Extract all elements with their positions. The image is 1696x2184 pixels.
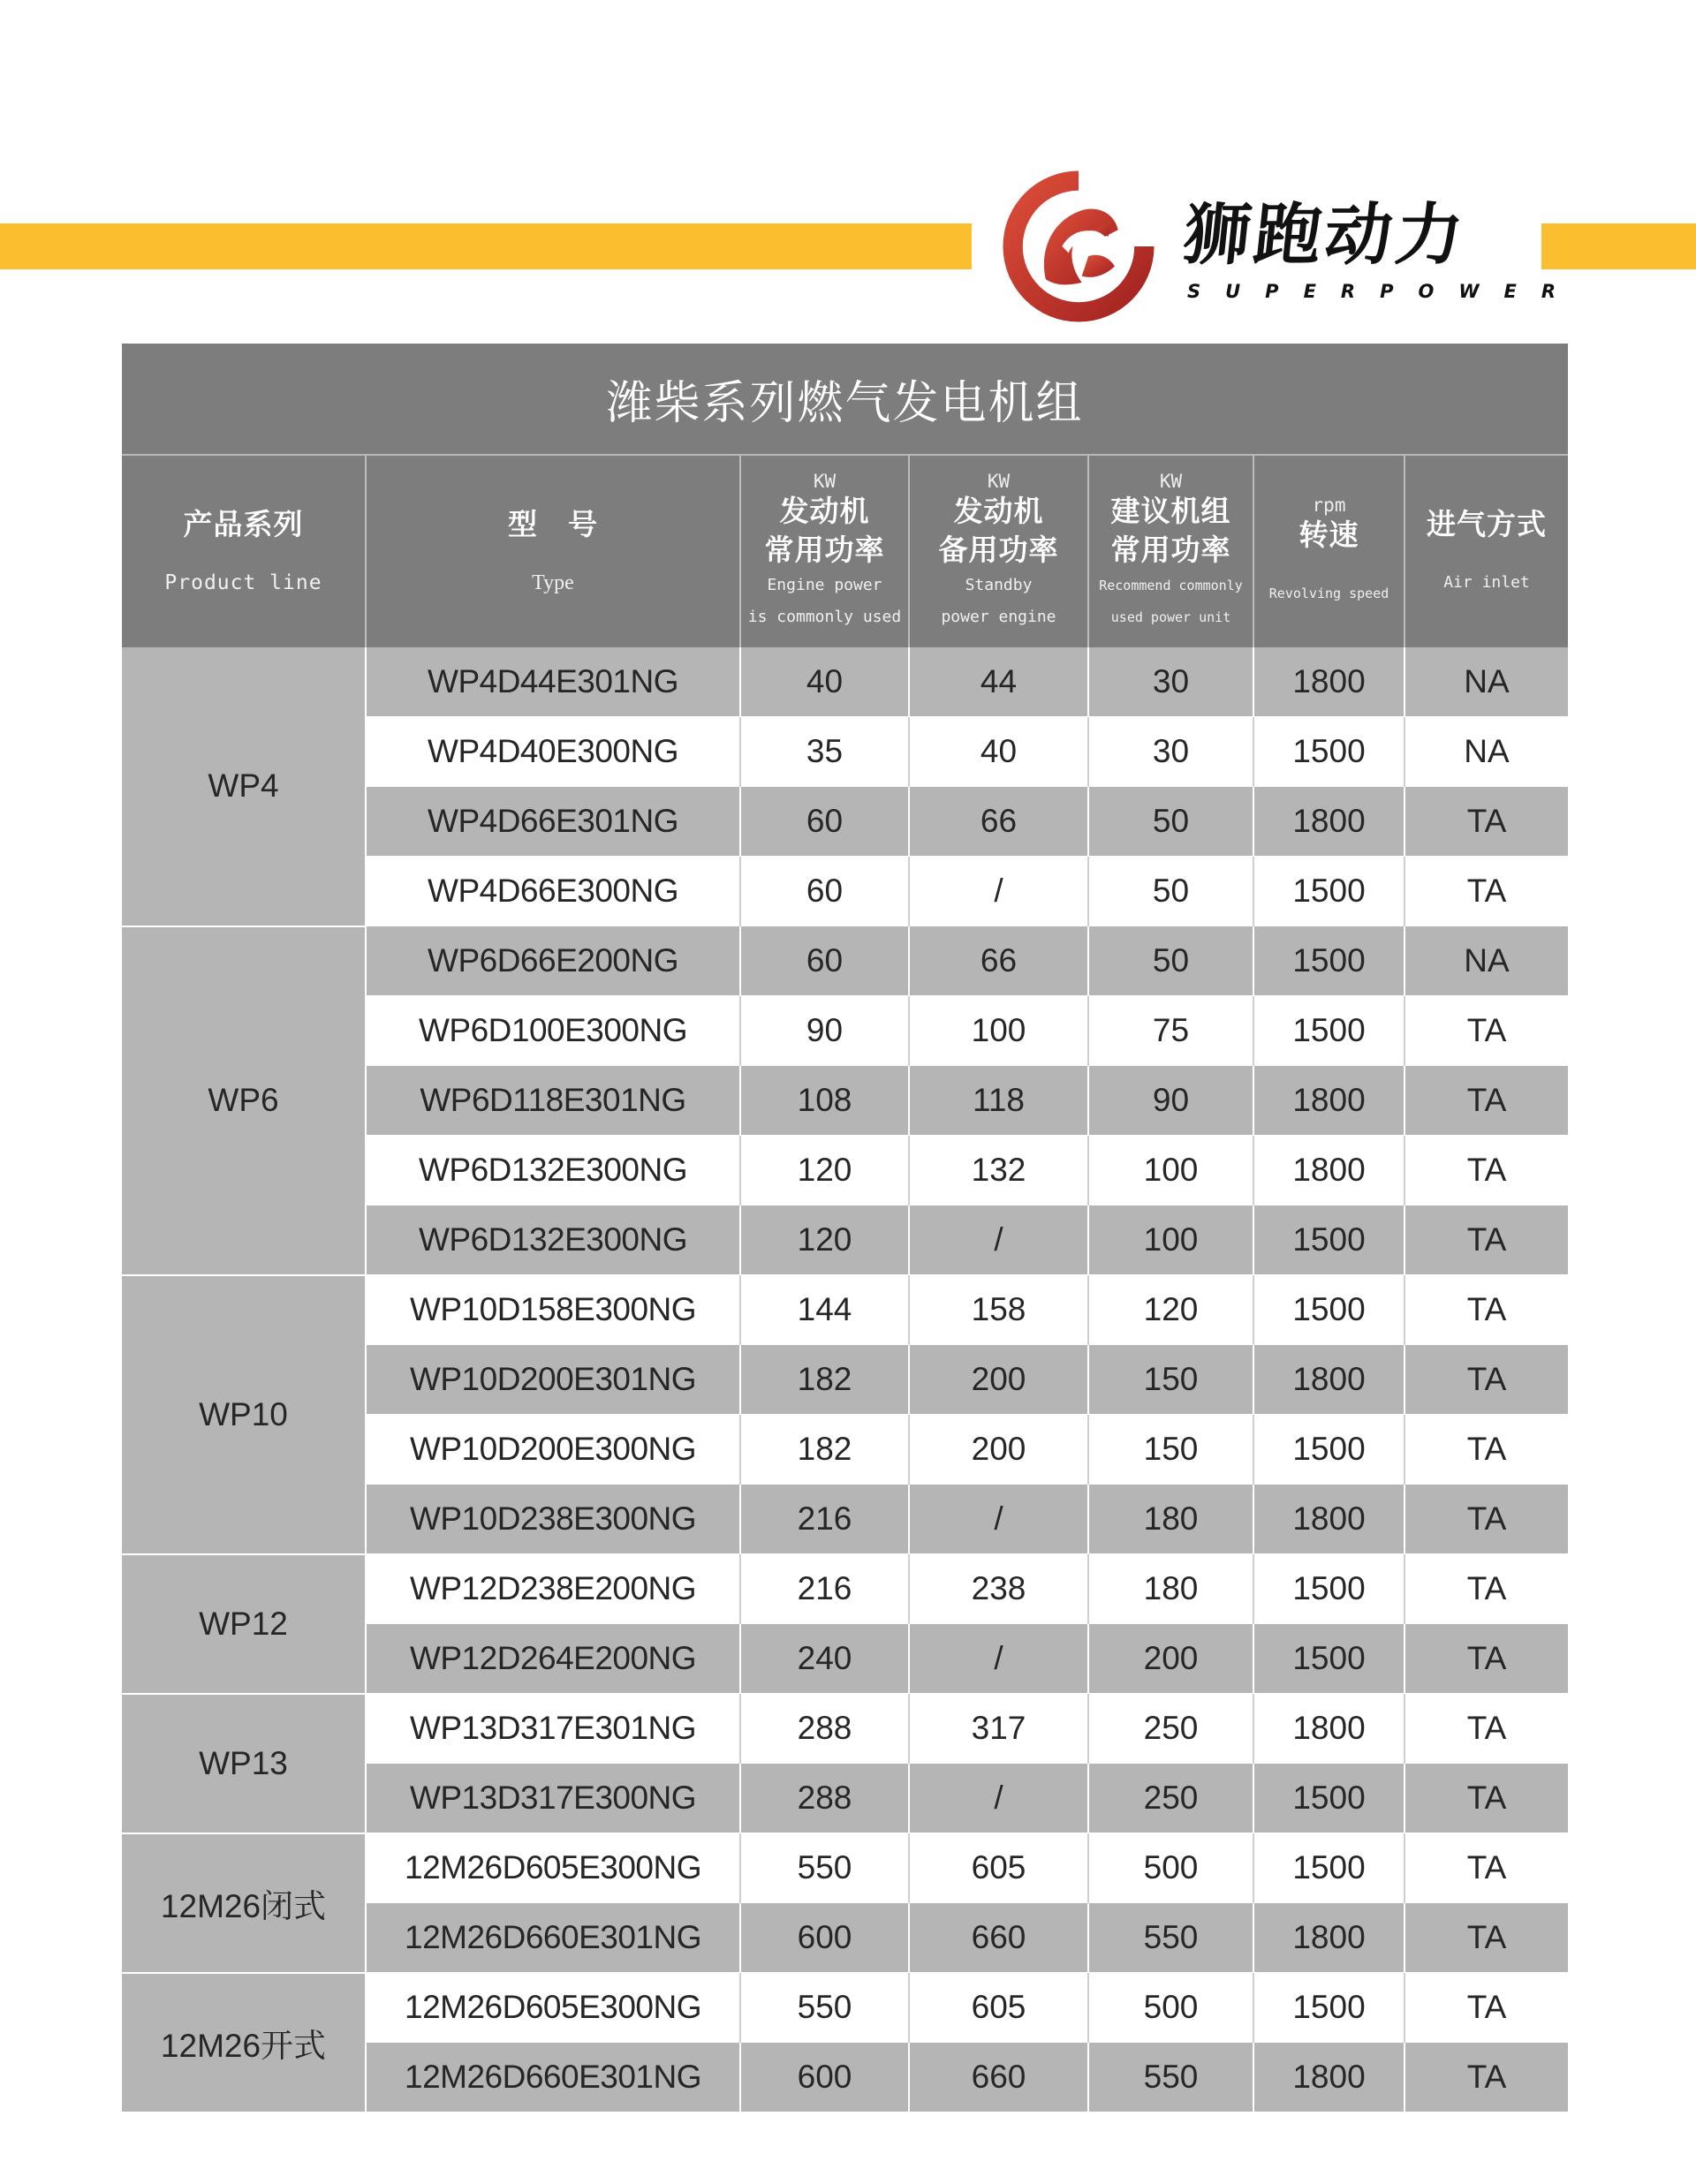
header-product-line: 产品系列 Product line (122, 456, 366, 647)
speed-cell: 1800 (1253, 1066, 1404, 1136)
speed-cell: 1500 (1253, 1624, 1404, 1694)
accent-bar-right (1541, 223, 1696, 269)
engine-power-cell: 550 (740, 1833, 909, 1903)
model-cell: WP13D317E301NG (366, 1694, 740, 1764)
air-inlet-cell: TA (1404, 1764, 1568, 1833)
air-inlet-cell: TA (1404, 1554, 1568, 1624)
spec-table (122, 344, 1568, 2113)
model-cell: WP6D100E300NG (366, 996, 740, 1066)
series-cell: 12M26开式 (122, 1973, 366, 2112)
engine-power-cell: 600 (740, 2043, 909, 2112)
lion-head-icon (996, 164, 1161, 329)
model-cell: 12M26D605E300NG (366, 1973, 740, 2043)
standby-power-cell: 238 (909, 1554, 1088, 1624)
standby-power-cell: 200 (909, 1415, 1088, 1485)
accent-bar-left (0, 223, 972, 269)
brand-name-cn: 狮跑动力 (1179, 195, 1471, 274)
model-cell: WP6D118E301NG (366, 1066, 740, 1136)
standby-power-cell: 660 (909, 2043, 1088, 2112)
model-cell: WP10D158E300NG (366, 1275, 740, 1345)
air-inlet-cell: TA (1404, 1415, 1568, 1485)
series-cell: 12M26闭式 (122, 1833, 366, 1973)
standby-power-cell: 132 (909, 1136, 1088, 1205)
standby-power-cell: 100 (909, 996, 1088, 1066)
header-air-inlet: 进气方式 Air inlet (1404, 456, 1568, 647)
header-type: 型 号 Type (366, 456, 740, 647)
air-inlet-cell: TA (1404, 1973, 1568, 2043)
speed-cell: 1800 (1253, 1903, 1404, 1973)
standby-power-cell: 660 (909, 1903, 1088, 1973)
header-unit-power: KW 建议机组 常用功率 Recommend commonly used power unit (1088, 456, 1253, 647)
air-inlet-cell: TA (1404, 1205, 1568, 1275)
speed-cell: 1500 (1253, 1764, 1404, 1833)
series-cell: WP4 (122, 647, 366, 926)
engine-power-cell: 144 (740, 1275, 909, 1345)
engine-power-cell: 288 (740, 1694, 909, 1764)
engine-power-cell: 35 (740, 717, 909, 787)
engine-power-cell: 550 (740, 1973, 909, 2043)
speed-cell: 1500 (1253, 1415, 1404, 1485)
standby-power-cell: / (909, 1205, 1088, 1275)
speed-cell: 1800 (1253, 2043, 1404, 2112)
series-cell: WP13 (122, 1694, 366, 1833)
table-row (122, 1554, 1568, 1624)
speed-cell: 1500 (1253, 1205, 1404, 1275)
table-row (122, 647, 1568, 717)
engine-power-cell: 182 (740, 1415, 909, 1485)
standby-power-cell: 605 (909, 1833, 1088, 1903)
unit-power-cell: 100 (1088, 1205, 1253, 1275)
speed-cell: 1500 (1253, 996, 1404, 1066)
engine-power-cell: 600 (740, 1903, 909, 1973)
table-title: 潍柴系列燃气发电机组 (122, 344, 1568, 456)
unit-power-cell: 50 (1088, 857, 1253, 926)
table-row (122, 1973, 1568, 2043)
speed-cell: 1500 (1253, 1554, 1404, 1624)
model-cell: WP10D200E301NG (366, 1345, 740, 1415)
unit-power-cell: 550 (1088, 2043, 1253, 2112)
table-row (122, 926, 1568, 996)
model-cell: WP4D44E301NG (366, 647, 740, 717)
standby-power-cell: 605 (909, 1973, 1088, 2043)
model-cell: WP4D66E300NG (366, 857, 740, 926)
speed-cell: 1800 (1253, 1136, 1404, 1205)
series-cell: WP12 (122, 1554, 366, 1694)
speed-cell: 1800 (1253, 1345, 1404, 1415)
air-inlet-cell: TA (1404, 1903, 1568, 1973)
engine-power-cell: 60 (740, 857, 909, 926)
model-cell: 12M26D660E301NG (366, 2043, 740, 2112)
unit-power-cell: 90 (1088, 1066, 1253, 1136)
unit-power-cell: 30 (1088, 717, 1253, 787)
model-cell: WP12D264E200NG (366, 1624, 740, 1694)
standby-power-cell: / (909, 1624, 1088, 1694)
engine-power-cell: 108 (740, 1066, 909, 1136)
brand-logo (1179, 195, 1581, 302)
model-cell: WP6D132E300NG (366, 1205, 740, 1275)
model-cell: 12M26D605E300NG (366, 1833, 740, 1903)
standby-power-cell: 118 (909, 1066, 1088, 1136)
model-cell: WP10D200E300NG (366, 1415, 740, 1485)
unit-power-cell: 180 (1088, 1554, 1253, 1624)
air-inlet-cell: TA (1404, 857, 1568, 926)
speed-cell: 1500 (1253, 857, 1404, 926)
air-inlet-cell: NA (1404, 717, 1568, 787)
model-cell: WP13D317E300NG (366, 1764, 740, 1833)
air-inlet-cell: TA (1404, 1345, 1568, 1415)
engine-power-cell: 182 (740, 1345, 909, 1415)
engine-power-cell: 40 (740, 647, 909, 717)
standby-power-cell: 317 (909, 1694, 1088, 1764)
table-row (122, 1275, 1568, 1345)
air-inlet-cell: TA (1404, 1694, 1568, 1764)
air-inlet-cell: TA (1404, 1275, 1568, 1345)
standby-power-cell: 158 (909, 1275, 1088, 1345)
air-inlet-cell: TA (1404, 787, 1568, 857)
engine-power-cell: 120 (740, 1205, 909, 1275)
air-inlet-cell: NA (1404, 647, 1568, 717)
table-row (122, 1694, 1568, 1764)
air-inlet-cell: TA (1404, 2043, 1568, 2112)
air-inlet-cell: TA (1404, 996, 1568, 1066)
unit-power-cell: 150 (1088, 1415, 1253, 1485)
unit-power-cell: 500 (1088, 1833, 1253, 1903)
model-cell: WP6D132E300NG (366, 1136, 740, 1205)
unit-power-cell: 30 (1088, 647, 1253, 717)
air-inlet-cell: TA (1404, 1485, 1568, 1554)
engine-power-cell: 216 (740, 1554, 909, 1624)
unit-power-cell: 250 (1088, 1764, 1253, 1833)
model-cell: WP12D238E200NG (366, 1554, 740, 1624)
air-inlet-cell: TA (1404, 1066, 1568, 1136)
standby-power-cell: 44 (909, 647, 1088, 717)
standby-power-cell: 40 (909, 717, 1088, 787)
brand-name-en: SUPERPOWER (1187, 281, 1581, 302)
standby-power-cell: / (909, 857, 1088, 926)
standby-power-cell: 66 (909, 787, 1088, 857)
unit-power-cell: 100 (1088, 1136, 1253, 1205)
speed-cell: 1800 (1253, 1694, 1404, 1764)
air-inlet-cell: TA (1404, 1833, 1568, 1903)
unit-power-cell: 200 (1088, 1624, 1253, 1694)
model-cell: WP4D66E301NG (366, 787, 740, 857)
unit-power-cell: 550 (1088, 1903, 1253, 1973)
engine-power-cell: 90 (740, 996, 909, 1066)
header-speed: rpm 转速 Revolving speed (1253, 456, 1404, 647)
engine-power-cell: 240 (740, 1624, 909, 1694)
speed-cell: 1800 (1253, 1485, 1404, 1554)
table-row (122, 1833, 1568, 1903)
unit-power-cell: 500 (1088, 1973, 1253, 2043)
speed-cell: 1500 (1253, 717, 1404, 787)
table-header-row (122, 456, 1568, 647)
engine-power-cell: 60 (740, 926, 909, 996)
unit-power-cell: 150 (1088, 1345, 1253, 1415)
unit-power-cell: 250 (1088, 1694, 1253, 1764)
model-cell: WP6D66E200NG (366, 926, 740, 996)
speed-cell: 1800 (1253, 787, 1404, 857)
header-engine-power: KW 发动机 常用功率 Engine power is commonly used (740, 456, 909, 647)
engine-power-cell: 120 (740, 1136, 909, 1205)
unit-power-cell: 180 (1088, 1485, 1253, 1554)
model-cell: WP4D40E300NG (366, 717, 740, 787)
standby-power-cell: / (909, 1764, 1088, 1833)
standby-power-cell: 66 (909, 926, 1088, 996)
speed-cell: 1500 (1253, 1275, 1404, 1345)
standby-power-cell: 200 (909, 1345, 1088, 1415)
model-cell: 12M26D660E301NG (366, 1903, 740, 1973)
engine-power-cell: 288 (740, 1764, 909, 1833)
unit-power-cell: 75 (1088, 996, 1253, 1066)
series-cell: WP6 (122, 926, 366, 1275)
unit-power-cell: 120 (1088, 1275, 1253, 1345)
model-cell: WP10D238E300NG (366, 1485, 740, 1554)
series-cell: WP10 (122, 1275, 366, 1554)
speed-cell: 1500 (1253, 1833, 1404, 1903)
unit-power-cell: 50 (1088, 787, 1253, 857)
header-standby-power: KW 发动机 备用功率 Standby power engine (909, 456, 1088, 647)
speed-cell: 1500 (1253, 926, 1404, 996)
air-inlet-cell: TA (1404, 1136, 1568, 1205)
air-inlet-cell: NA (1404, 926, 1568, 996)
standby-power-cell: / (909, 1485, 1088, 1554)
speed-cell: 1800 (1253, 647, 1404, 717)
engine-power-cell: 60 (740, 787, 909, 857)
air-inlet-cell: TA (1404, 1624, 1568, 1694)
engine-power-cell: 216 (740, 1485, 909, 1554)
unit-power-cell: 50 (1088, 926, 1253, 996)
speed-cell: 1500 (1253, 1973, 1404, 2043)
